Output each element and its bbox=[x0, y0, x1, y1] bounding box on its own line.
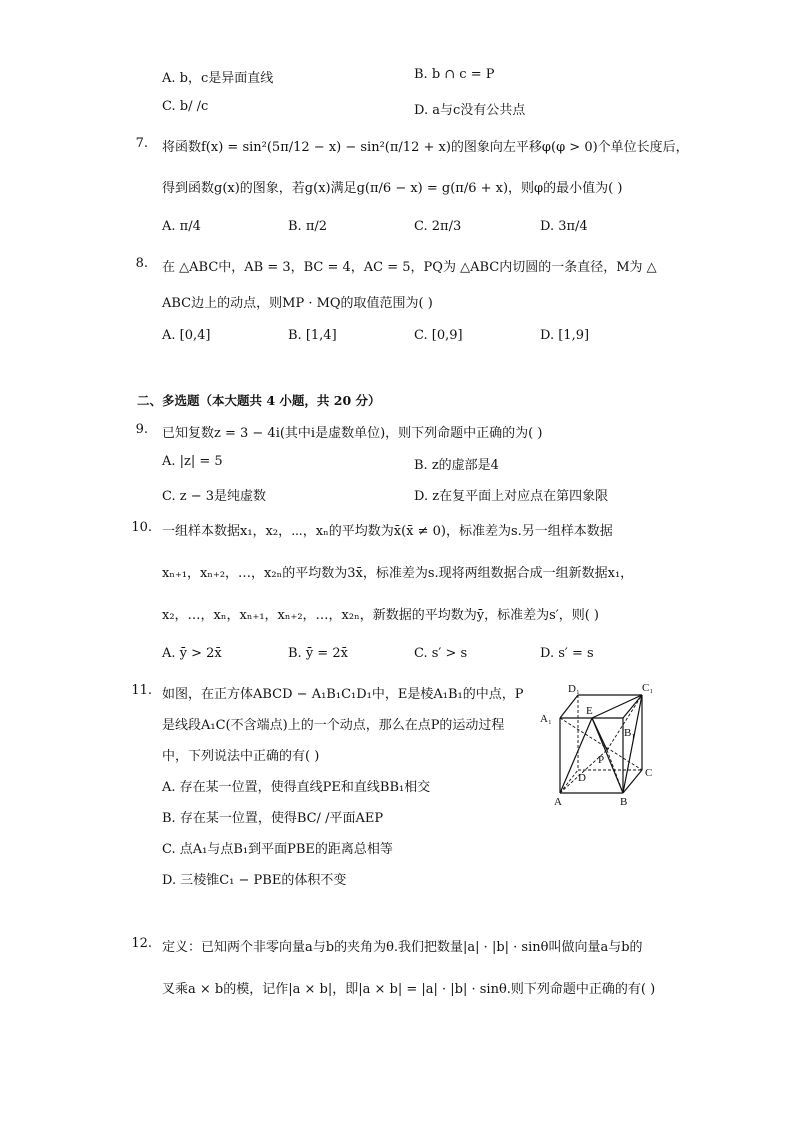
q8-stem-line2: ABC边上的动点，则MP · MQ的取值范围为( ) bbox=[162, 296, 433, 311]
label-b: B bbox=[620, 796, 628, 808]
q10-stem-line2: xₙ₊₁，xₙ₊₂，…，x₂ₙ的平均数为3x̄，标准差为s.现将两组数据合成一组新数据x₁， bbox=[162, 566, 634, 581]
segment-a-e bbox=[560, 718, 592, 793]
hidden-edge-a-d bbox=[560, 770, 578, 793]
q9-stem: 已知复数z = 3 − 4i(其中i是虚数单位)，则下列命题中正确的为( ) bbox=[162, 426, 543, 441]
q12-stem-line2: 叉乘a × b的模，记作|a × b|，即|a × b| = |a| · |b| · sinθ.则下列命题中正确的有( ) bbox=[162, 982, 656, 997]
label-e: E bbox=[586, 705, 593, 717]
q10-stem-line3: x₂，…，xₙ，xₙ₊₁，xₙ₊₂，…，x₂ₙ，新数据的平均数为ȳ，标准差为s′，则( ) bbox=[162, 608, 599, 623]
q9-option-a: A. |z| = 5 bbox=[162, 454, 223, 469]
q8-option-d: D. [1,9] bbox=[540, 328, 590, 343]
q11-stem-line2: 是线段A₁C(不含端点)上的一个动点，那么在点P的运动过程 bbox=[162, 718, 505, 733]
q10-option-c: C. s′ > s bbox=[414, 646, 468, 661]
q7-option-b: B. π/2 bbox=[288, 219, 328, 234]
q7-stem-line2: 得到函数g(x)的图象，若g(x)满足g(π/6 − x) = g(π/6 + x)，则φ的最小值为( ) bbox=[162, 181, 623, 196]
q12-number: 12. bbox=[131, 936, 152, 951]
label-a1: A₁ bbox=[540, 713, 552, 725]
q8-number: 8. bbox=[135, 256, 148, 271]
q7-number: 7. bbox=[135, 136, 148, 151]
q6-option-a: A. b，c是异面直线 bbox=[162, 71, 274, 86]
label-b1: B₁ bbox=[624, 727, 636, 739]
label-c1: C₁ bbox=[642, 682, 654, 694]
q9-option-c: C. z − 3是纯虚数 bbox=[162, 489, 267, 504]
q11-option-b: B. 存在某一位置，使得BC/ /平面AEP bbox=[162, 811, 384, 826]
label-c: C bbox=[645, 767, 653, 779]
q10-option-a: A. ȳ > 2x̄ bbox=[162, 646, 222, 661]
label-a: A bbox=[554, 796, 562, 808]
q8-option-a: A. [0,4] bbox=[162, 328, 211, 343]
q6-option-b: B. b ∩ c = P bbox=[414, 67, 495, 82]
section-heading: 二、多选题（本大题共 4 小题，共 20 分） bbox=[137, 393, 381, 408]
q9-number: 9. bbox=[135, 422, 148, 437]
q11-stem-line1: 如图，在正方体ABCD − A₁B₁C₁D₁中，E是棱A₁B₁的中点，P bbox=[162, 687, 524, 702]
q11-option-d: D. 三棱锥C₁ − PBE的体积不变 bbox=[162, 873, 347, 888]
q10-number: 10. bbox=[131, 520, 152, 535]
q8-option-b: B. [1,4] bbox=[288, 328, 337, 343]
edge-b-c bbox=[623, 770, 642, 793]
q7-option-d: D. 3π/4 bbox=[540, 219, 588, 234]
q7-option-c: C. 2π/3 bbox=[414, 219, 462, 234]
q11-number: 11. bbox=[131, 683, 152, 698]
q9-option-d: D. z在复平面上对应点在第四象限 bbox=[414, 489, 609, 504]
q11-option-a: A. 存在某一位置，使得直线PE和直线BB₁相交 bbox=[162, 780, 431, 795]
q7-option-a: A. π/4 bbox=[162, 219, 201, 234]
q8-option-c: C. [0,9] bbox=[414, 328, 463, 343]
label-p: P bbox=[598, 754, 605, 766]
label-d: D bbox=[578, 772, 586, 784]
q10-stem-line1: 一组样本数据x₁，x₂，⋯，xₙ的平均数为x̄(x̄ ≠ 0)，标准差为s.另一组样本数据 bbox=[162, 524, 613, 539]
q10-option-d: D. s′ = s bbox=[540, 646, 594, 661]
q10-option-b: B. ȳ = 2x̄ bbox=[288, 646, 348, 661]
q9-option-b: B. z的虚部是4 bbox=[414, 458, 499, 473]
q6-option-d: D. a与c没有公共点 bbox=[414, 103, 526, 118]
q8-stem-line1: 在 △ABC中，AB = 3，BC = 4，AC = 5，PQ为 △ABC内切圆的一条直径，M为 △ bbox=[162, 260, 657, 275]
q12-stem-line1: 定义：已知两个非零向量a与b的夹角为θ.我们把数量|a| · |b| · sinθ叫做向量a与b的 bbox=[162, 940, 643, 955]
label-d1: D₁ bbox=[568, 683, 580, 695]
q11-option-c: C. 点A₁与点B₁到平面PBE的距离总相等 bbox=[162, 842, 393, 857]
q6-option-c: C. b/ /c bbox=[162, 99, 209, 114]
edge-b1-c1 bbox=[623, 695, 642, 718]
cube-figure bbox=[538, 680, 668, 810]
q7-stem-line1: 将函数f(x) = sin²(5π/12 − x) − sin²(π/12 + x)的图象向左平移φ(φ > 0)个单位长度后， bbox=[162, 140, 689, 155]
edge-a1-d1 bbox=[560, 695, 578, 718]
segment-e-p bbox=[592, 718, 607, 750]
q11-stem-line3: 中，下列说法中正确的有( ) bbox=[162, 749, 320, 764]
